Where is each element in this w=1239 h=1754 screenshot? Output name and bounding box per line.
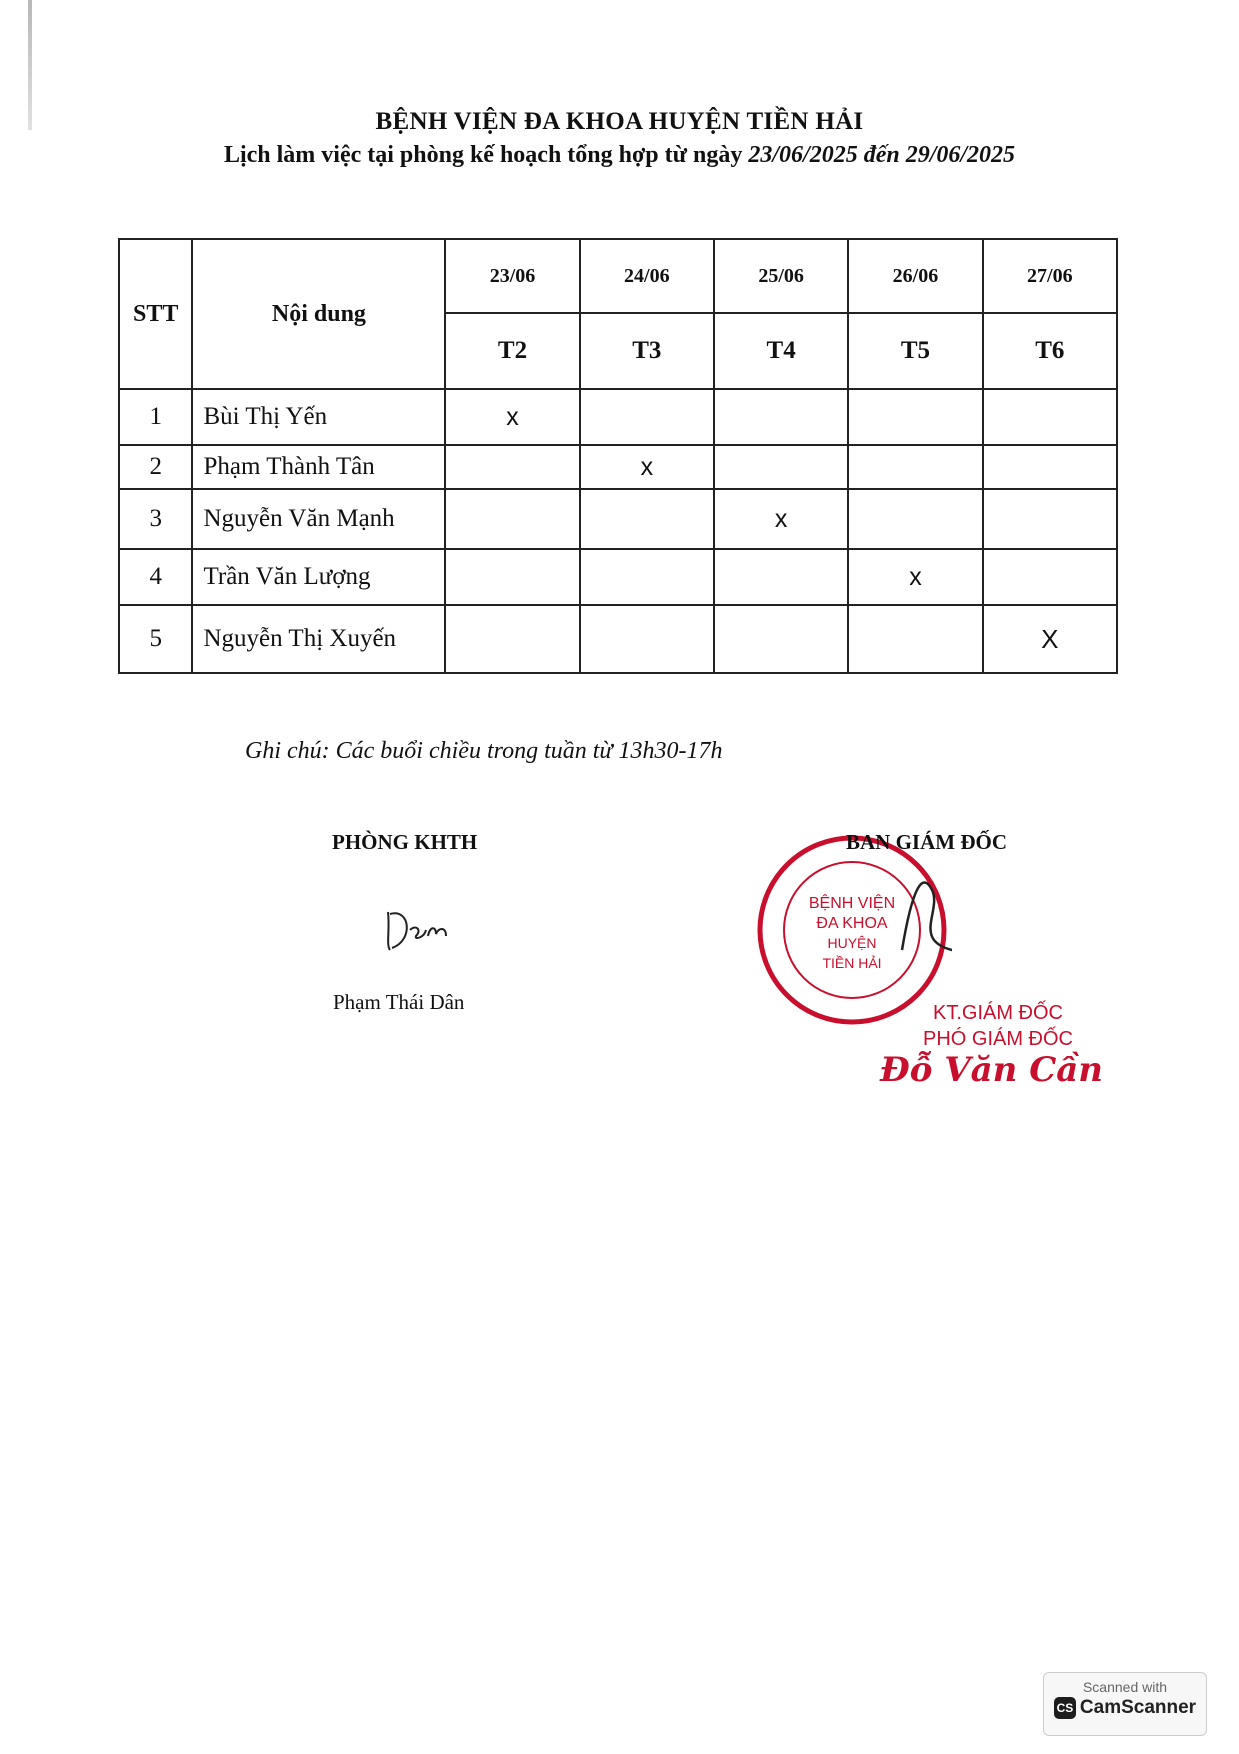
row-mark [848,605,982,673]
stamp-line-1: KT.GIÁM ĐỐC [932,1002,1063,1024]
row-mark [445,549,579,605]
row-name: Nguyễn Văn Mạnh [192,489,445,549]
row-stt: 1 [119,389,192,445]
subtitle-dates: 23/06/2025 đến 29/06/2025 [748,142,1016,168]
table-row [119,445,1117,489]
header-weekday: T6 [983,313,1117,389]
svg-text:ĐA KHOA: ĐA KHOA [816,915,888,932]
row-mark [580,549,714,605]
row-mark [580,389,714,445]
table-row [119,605,1117,673]
watermark-line-1: Scanned with [1082,1679,1168,1695]
row-stt: 3 [119,489,192,549]
header-date: 27/06 [983,239,1117,313]
row-mark [983,445,1117,489]
row-mark [580,489,714,549]
row-mark: x [580,445,714,489]
row-mark [848,445,982,489]
stamp-caption [908,1000,1088,1052]
row-mark [714,549,848,605]
header-date: 23/06 [445,239,579,313]
left-signature-title: PHÒNG KHTH [332,830,478,854]
row-mark [714,389,848,445]
hospital-title: BỆNH VIỆN ĐA KHOA HUYỆN TIỀN HẢI [375,108,864,135]
note-text: Ghi chú: Các buổi chiều trong tuần từ 13h30-17h [245,738,723,764]
schedule-table [118,238,1118,674]
row-mark [848,389,982,445]
row-mark [983,549,1117,605]
svg-text:HUYỆN: HUYỆN [827,935,877,951]
row-stt: 4 [119,549,192,605]
svg-text:TIỀN HẢI: TIỀN HẢI [822,955,882,971]
row-mark [983,489,1117,549]
watermark-line-2: CamScanner [1079,1697,1197,1719]
right-signer-name: Đỗ Văn Cần [880,1050,1104,1090]
header-date: 25/06 [714,239,848,313]
table-row [119,389,1117,445]
row-name: Nguyễn Thị Xuyến [192,605,445,673]
row-mark: x [445,389,579,445]
left-signer-name: Phạm Thái Dân [333,990,465,1014]
row-mark [445,489,579,549]
table-row [119,489,1117,549]
watermark-line-2-wrap [1044,1697,1206,1719]
header-weekday: T2 [445,313,579,389]
camscanner-watermark [1043,1672,1207,1736]
header-weekday: T4 [714,313,848,389]
svg-text:BỆNH VIỆN: BỆNH VIỆN [808,895,896,912]
row-stt: 5 [119,605,192,673]
row-mark: X [983,605,1117,673]
schedule-subtitle [0,142,1239,169]
header-stt: STT [119,239,192,389]
table-row [119,549,1117,605]
camscanner-logo-icon: CS [1054,1697,1076,1719]
row-stt: 2 [119,445,192,489]
header-date: 26/06 [848,239,982,313]
header-content: Nội dung [192,239,445,389]
right-signature-title: BAN GIÁM ĐỐC [846,830,1007,854]
stamp-line-2: PHÓ GIÁM ĐỐC [922,1028,1073,1050]
handwritten-signature [380,900,460,965]
row-mark [983,389,1117,445]
row-mark [445,445,579,489]
row-mark [445,605,579,673]
row-mark [580,605,714,673]
header-weekday: T3 [580,313,714,389]
subtitle-prefix: Lịch làm việc tại phòng kế hoạch tổng hợp từ ngày [223,142,743,168]
row-mark: x [848,549,982,605]
row-mark: x [714,489,848,549]
row-mark [714,605,848,673]
row-mark [848,489,982,549]
row-mark [714,445,848,489]
header-date: 24/06 [580,239,714,313]
row-name: Trần Văn Lượng [192,549,445,605]
row-name: Bùi Thị Yến [192,389,445,445]
header-weekday: T5 [848,313,982,389]
row-name: Phạm Thành Tân [192,445,445,489]
